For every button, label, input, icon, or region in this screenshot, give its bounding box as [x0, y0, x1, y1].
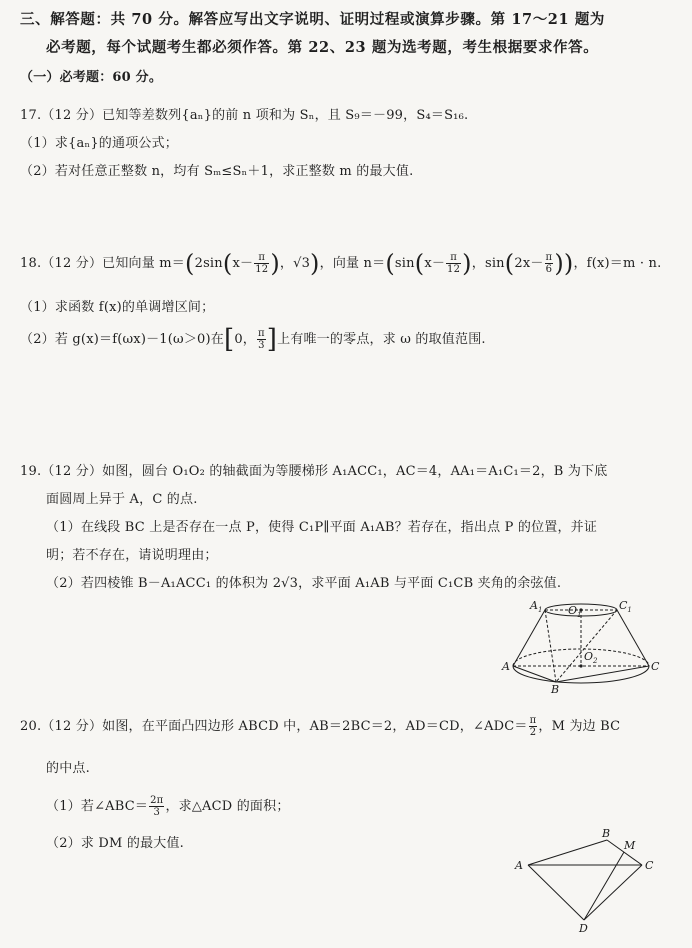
q17-stem: 17.（12 分）已知等差数列{aₙ}的前 n 项和为 Sₙ，且 S₉＝－99，S₄＝S₁₆.: [20, 108, 469, 123]
q20-stem-line1: [20, 715, 620, 738]
q18-part2-prefix: （2）若 g(x)＝f(ωx)－1(ω＞0)在: [20, 332, 224, 347]
fraction-pi-2: [529, 715, 538, 738]
fraction-numerator: π: [529, 715, 537, 726]
label-o2: $O_2$: [584, 650, 598, 665]
frustum-figure: [500, 596, 660, 696]
q19-stem-line1: 19.（12 分）如图，圆台 O₁O₂ 的轴截面为等腰梯形 A₁ACC₁，AC＝4，AA₁＝A₁C₁＝2，B 为下底: [20, 464, 608, 479]
q18-2x-minus: 2x－: [514, 256, 544, 271]
paren-open: (: [222, 249, 233, 278]
fraction-numerator: π: [545, 252, 553, 263]
paren-close: ): [554, 249, 564, 278]
edge-a-b: [513, 666, 556, 682]
edge-a1-a: [513, 610, 545, 666]
quadrilateral-figure: [510, 826, 660, 934]
q19-part1-line1: （1）在线段 BC 上是否存在一点 P，使得 C₁P∥平面 A₁AB？若存在，指出点 P 的位置，并证: [46, 520, 598, 535]
fraction-denominator: 6: [545, 264, 553, 275]
fraction-pi-12: [446, 252, 461, 275]
q18-part1: （1）求函数 f(x)的单调增区间；: [20, 300, 215, 315]
q18-n-sin2: ，sin: [471, 256, 505, 271]
edge-ab: [528, 840, 607, 865]
q20-stem-line2: 的中点.: [46, 761, 90, 776]
edge-ad: [528, 865, 584, 920]
q18-part2: [20, 324, 486, 355]
label-b: B: [602, 827, 611, 840]
bracket-close: ]: [266, 324, 278, 355]
fraction-pi-3: [257, 328, 266, 351]
q17-part2: （2）若对任意正整数 n，均有 Sₘ≤Sₙ＋1，求正整数 m 的最大值.: [20, 164, 414, 179]
fraction-2pi-3: [149, 795, 164, 818]
bracket-open: [: [223, 324, 235, 355]
q20-part1-suffix: ，求△ACD 的面积；: [165, 799, 290, 814]
paren-open: (: [185, 249, 195, 278]
section-heading-line1: 三、解答题：共 70 分。解答应写出文字说明、证明过程或演算步骤。第 17～21 题为: [20, 11, 606, 28]
fraction-numerator: π: [254, 252, 269, 264]
section-heading-line2: 必考题，每个试题考生都必须作答。第 22、23 题为选考题，考生根据要求作答。: [46, 39, 599, 56]
q20-part1-prefix: （1）若∠ABC＝: [46, 799, 149, 814]
label-c: C: [651, 660, 660, 673]
label-a: A: [502, 660, 510, 673]
fraction-numerator: π: [446, 252, 461, 264]
q20-part1: [46, 795, 290, 818]
required-section-label: （一）必考题：60 分。: [20, 70, 163, 85]
label-a1: $A_1$: [530, 599, 543, 614]
q18-stem-tail: ，f(x)＝m · n.: [573, 256, 662, 271]
edge-a1-b: [545, 610, 556, 682]
fraction-denominator: 2: [529, 727, 537, 738]
paren-close: ): [310, 249, 320, 278]
paren-open: (: [504, 249, 515, 278]
q19-stem-line2: 面圆周上异于 A，C 的点.: [46, 492, 198, 507]
fraction-pi-12: [254, 252, 269, 275]
fraction-numerator: 2π: [150, 795, 164, 806]
q20-stem-suffix: ，M 为边 BC: [538, 719, 621, 734]
edge-c1-c: [617, 610, 649, 666]
paren-open: (: [414, 249, 425, 278]
fraction-denominator: 12: [447, 264, 461, 275]
fraction-numerator: π: [258, 328, 265, 339]
label-a: A: [515, 859, 523, 872]
point-o2: [579, 664, 582, 667]
edge-dc: [584, 865, 642, 920]
edge-b-c: [556, 666, 649, 682]
fraction-denominator: 12: [255, 264, 269, 275]
label-b: B: [551, 683, 560, 696]
fraction-denominator: 3: [153, 807, 161, 818]
q18-stem-prefix: 18.（12 分）已知向量 m＝: [20, 256, 186, 271]
label-d: D: [579, 922, 588, 934]
q18-part2-suffix: 上有唯一的零点，求 ω 的取值范围.: [277, 332, 486, 347]
label-c: C: [645, 859, 654, 872]
segment-dm: [584, 852, 624, 920]
q18-m-sqrt3: ，√3: [279, 256, 311, 271]
q18-m-sin: 2sin: [194, 256, 223, 271]
paren-close: ): [563, 249, 574, 278]
q20-part2: （2）求 DM 的最大值.: [46, 836, 185, 851]
q20-stem-prefix: 20.（12 分）如图，在平面凸四边形 ABCD 中，AB＝2BC＝2，AD＝CD，∠ADC＝: [20, 719, 528, 734]
fraction-pi-6: [545, 252, 554, 275]
q17-part1: （1）求{aₙ}的通项公式；: [20, 136, 178, 151]
q19-part1-line2: 明；若不存在，请说明理由；: [46, 548, 218, 563]
label-c1: $C_1$: [619, 599, 632, 614]
bottom-ellipse-front: [513, 666, 649, 683]
q19-part2: （2）若四棱锥 B－A₁ACC₁ 的体积为 2√3，求平面 A₁AB 与平面 C₁CB 夹角的余弦值.: [46, 576, 562, 591]
q18-x-minus-2: x－: [424, 256, 446, 271]
q18-x-minus: x－: [232, 256, 254, 271]
paren-open: (: [385, 249, 395, 278]
q18-stem: [20, 249, 662, 278]
q18-stem-mid: ，向量 n＝: [319, 256, 386, 271]
paren-close: ): [462, 249, 472, 278]
q18-interval-zero: 0，: [234, 332, 256, 347]
edge-c1-b: [556, 610, 617, 682]
label-m: M: [624, 839, 636, 852]
fraction-denominator: 3: [258, 340, 265, 351]
paren-close: ): [270, 249, 280, 278]
label-o1: $O_1$: [568, 604, 582, 619]
q18-n-sin: sin: [394, 256, 415, 271]
